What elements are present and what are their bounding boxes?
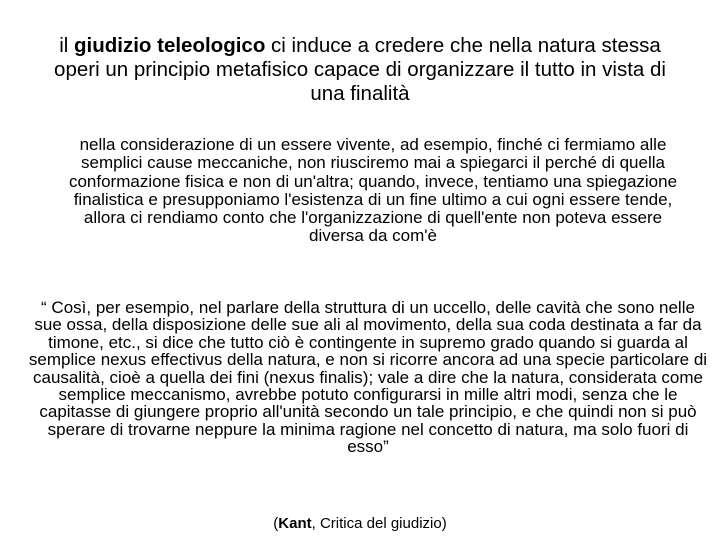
title-rest: ci induce a credere che nella natura stessa operi un principio metafisico capace di organizzare il tutto in vista di una finalità xyxy=(54,34,666,105)
explanation-paragraph: nella considerazione di un essere vivente, ad esempio, finché ci fermiamo alle semplici cause meccaniche, non riusciremo mai a spiegarci il perché di quella conformazione fisica e non di un'altra; quando, invece, tentiamo una spiegazione finalistica e presupponiamo l'esistenza di un fine ultimo a cui ogni essere tende, allora ci rendiamo conto che l'organizzazione di quell'ente non poteva essere diversa da com'è xyxy=(68,135,678,246)
title-bold-term: giudizio teleologico xyxy=(74,34,266,57)
citation-author: Kant xyxy=(278,515,312,532)
quote-citation xyxy=(140,515,580,533)
title-prefix: il xyxy=(59,34,75,57)
citation-open: ( xyxy=(273,515,279,532)
slide-title xyxy=(40,34,680,106)
citation-work: , Critica del giudizio) xyxy=(311,515,447,532)
kant-quote: “ Così, per esempio, nel parlare della struttura di un uccello, delle cavità che sono nelle sue ossa, della disposizione delle sue ali al movimento, della sua coda destinata a far da timone, etc., si dice che tutto ciò è contingente in supremo grado quando si guarda al semplice nexus effectivus della natura, e non si ricorre ancora ad una specie particolare di causalità, cioè a quella dei fini (nexus finalis); vale a dire che la natura, considerata come semplice meccanismo, avrebbe potuto configurarsi in mille altri modi, senza che le capitasse di giungere proprio all'unità secondo un tale principio, e che quindi non si può sperare di trovarne neppure la minima ragione nel concetto di natura, ma solo fuori di esso” xyxy=(28,298,708,457)
